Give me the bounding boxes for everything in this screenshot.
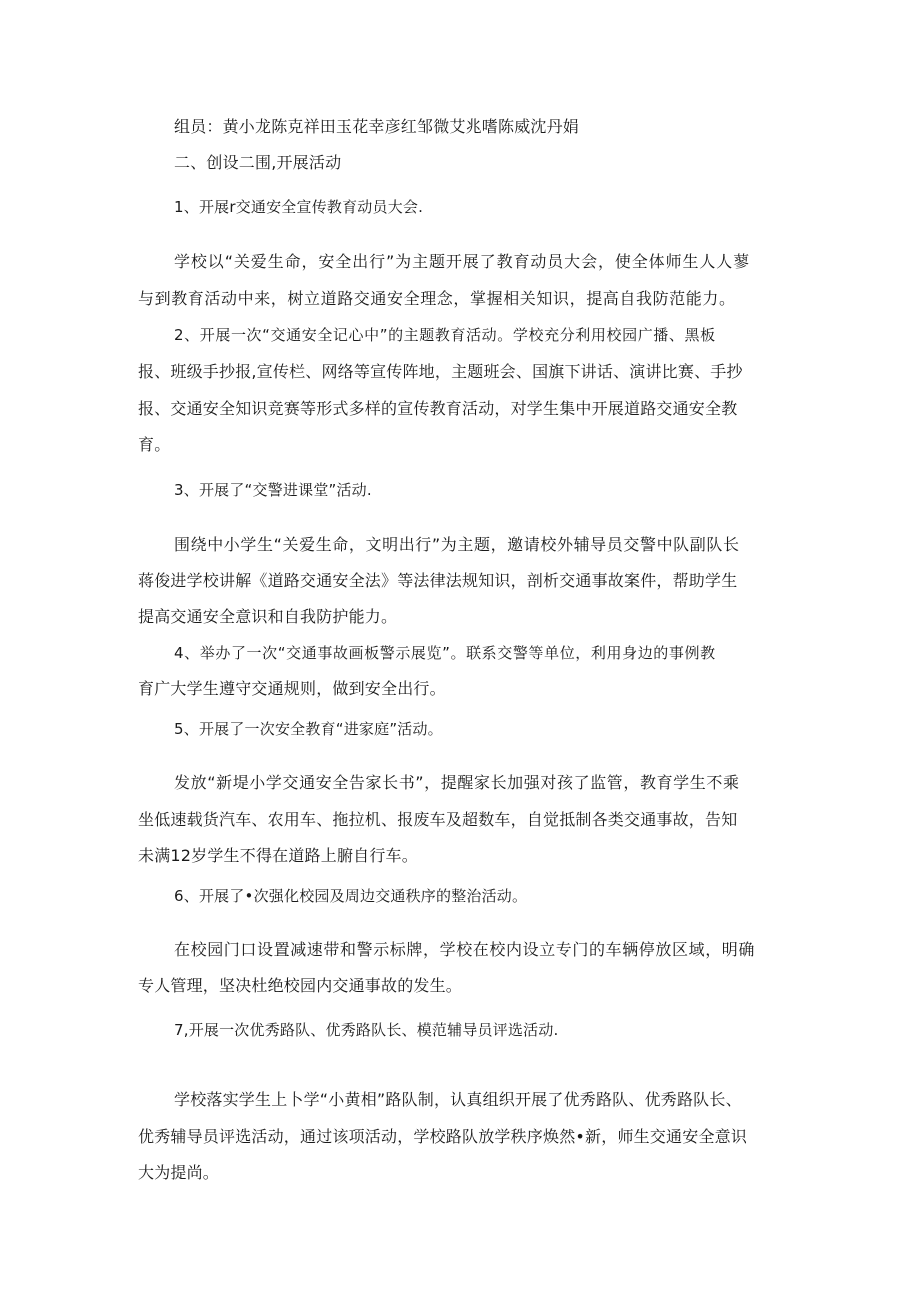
item-3-para-line-1: 围绕中小学生“关爱生命，文明出行”为主题，邀请校外辅导员交警中队副队长 <box>174 535 740 554</box>
item-6-heading: 6、开展了•次强化校园及周边交通秩序的整治活动。 <box>174 887 528 905</box>
item-1-para-line-1: 学校以“关爱生命，安全出行”为主题开展了教育动员大会，使全体师生人人蓼 <box>174 252 751 271</box>
item-2-line-4: 育。 <box>138 435 171 454</box>
members-line: 组员：黄小龙陈克祥田玉花幸彦红邹微艾兆嗜陈威沈丹娟 <box>174 117 580 136</box>
item-6-para-line-1: 在校园门口设置减速带和警示标牌，学校在校内设立专门的车辆停放区域，明确 <box>174 940 756 959</box>
item-4-line-1: 4、举办了一次“交通事故画板警示展览”。联系交警等单位，利用身边的事例教 <box>174 644 716 662</box>
item-3-heading: 3、开展了“交警进课堂”活动. <box>174 481 372 499</box>
item-6-para-line-2: 专人管理，坚决杜绝校园内交通事故的发生。 <box>138 976 463 995</box>
item-7-para-line-1: 学校落实学生上卜学“小黄相”路队制，认真组织开展了优秀路队、优秀路队长、 <box>174 1090 742 1109</box>
item-3-para-line-2: 蒋俊进学校讲解《道路交通安全法》等法律法规知识，剖析交通事故案件，帮助学生 <box>138 571 738 590</box>
item-3-para-line-3: 提高交通安全意识和自我防护能力。 <box>138 607 398 626</box>
item-2-line-1: 2、开展一次“交通安全记心中”的主题教育活动。学校充分利用校园广播、黑板 <box>174 326 716 344</box>
item-7-para-line-2: 优秀辅导员评选活动，通过该项活动，学校路队放学秩序焕然•新，师生交通安全意识 <box>138 1127 748 1146</box>
section-heading: 二、创设二围,开展活动 <box>174 153 342 172</box>
item-2-line-2: 报、班级手抄报,宣传栏、网络等宣传阵地，主题班会、国旗下讲话、演讲比赛、手抄 <box>138 362 743 381</box>
item-7-para-line-3: 大为提尚。 <box>138 1163 220 1182</box>
item-2-line-3: 报、交通安全知识竞赛等形式多样的宣传教育活动，对学生集中开展道路交通安全教 <box>138 399 738 418</box>
item-4-line-2: 育广大学生遵守交通规则，做到安全出行。 <box>138 679 446 698</box>
item-5-para-line-3: 未满12岁学生不得在道路上腑自行车。 <box>138 846 418 865</box>
item-1-heading: 1、开展r交通安全宣传教育动员大会. <box>174 198 424 216</box>
item-7-heading: 7,开展一次优秀路队、优秀路队长、模范辅导员评选活动. <box>174 1021 559 1039</box>
item-5-heading: 5、开展了一次安全教育“进家庭”活动。 <box>174 720 443 738</box>
item-5-para-line-1: 发放“新堤小学交通安全告家长书”，提醒家长加强对孩了监管，教育学生不乘 <box>174 773 740 792</box>
item-5-para-line-2: 坐低速载货汽车、农用车、拖拉机、报废车及超数车，自觉抵制各类交通事故，告知 <box>138 810 738 829</box>
item-1-para-line-2: 与到教育活动中来，树立道路交通安全理念，掌握相关知识，提高自我防范能力。 <box>138 289 736 308</box>
